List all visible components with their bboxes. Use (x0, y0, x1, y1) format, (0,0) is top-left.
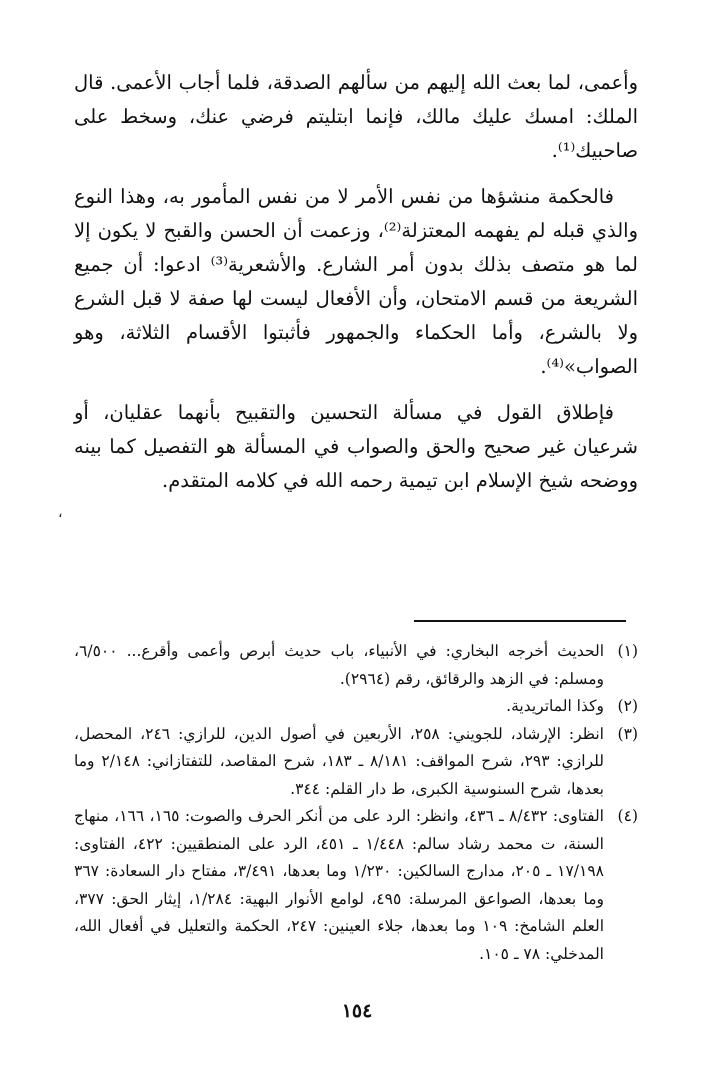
paragraph-3: فإطلاق القول في مسألة التحسين والتقبيح بأنهما عقليان، أو شرعيان غير صحيح والحق والصواب في المسألة هو التفصيل كما بينه ووضحه شيخ الإسلام ابن تيمية رحمه الله في كلامه المتقدم. (74, 401, 638, 492)
footnote-4 (74, 803, 638, 968)
page-number: ١٥٤ (341, 1000, 373, 1022)
stray-mark: ، (58, 505, 63, 521)
footnote-number: (٣) (617, 724, 638, 743)
footnote-divider (414, 620, 626, 622)
footnote-text: وكذا الماتريدية. (506, 697, 604, 715)
footnote-2 (74, 693, 638, 721)
footnote-number: (٢) (617, 697, 638, 715)
footnote-text: انظر: الإرشاد، للجويني: ٢٥٨، الأربعين في أصول الدين، للرازي: ٢٤٦، المحصل، للرازي: ٢٩٣، شرح المواقف: ٨/١٨١ ـ ١٨٣، شرح المقاصد، للتفتازاني: ٢/١٤٨ وما بعدها، شرح السنوسية الكبرى، ط دار القلم: ٣٤٤. (74, 724, 604, 798)
footnotes (74, 638, 638, 968)
footnote-1 (74, 638, 638, 693)
footnote-number: (١) (617, 642, 638, 660)
footnote-text: الفتاوى: ٨/٤٣٢ ـ ٤٣٦، وانظر: الرد على من أنكر الحرف والصوت: ١٦٥، ١٦٦، منهاج السنة، ت محمد رشاد سالم: ١/٤٤٨ ـ ٤٥١، الرد على المنطقيين: ٤٢٢، الفتاوى: ١٧/١٩٨ ـ ٢٠٥، مدارج السالكين: ١/٢٣٠ وما بعدها، ٣/٤٩١، مفتاح دار السعادة: ٣٦٧ وما بعدها، الصواعق المرسلة: ٤٩٥، لوامع الأنوار البهية: ١/٢٨٤، إيثار الحق: ٣٧٧، العلم الشامخ: ١٠٩ وما بعدها، جلاء العينين: ٢٤٧، الحكمة والتعليل في أفعال الله، المدخلي: ٧٨ ـ ١٠٥. (74, 807, 605, 963)
paragraph-2: فالحكمة منشؤها من نفس الأمر لا من نفس المأمور به، وهذا النوع والذي قبله لم يفهمه المعتزلة⁽²⁾، وزعمت أن الحسن والقبح لا يكون إلا لما هو متصف بذلك بدون أمر الشارع. والأشعرية⁽³⁾ ادعوا: أن جميع الشريعة من قسم الامتحان، وأن الأفعال ليست لها صفة لا قبل الشرع ولا بالشرع، وأما الحكماء والجمهور فأثبتوا الأقسام الثلاثة، وهو الصواب»⁽⁴⁾. (74, 185, 639, 378)
footnote-number: (٤) (617, 807, 638, 825)
paragraph-1: وأعمى، لما بعث الله إليهم من سألهم الصدقة، فلما أجاب الأعمى. قال الملك: امسك عليك مالك، فإنما ابتليتم فرضي عنك، وسخط على صاحبيك⁽¹⁾. (74, 71, 638, 162)
footnote-3 (74, 721, 638, 804)
main-text (74, 66, 638, 510)
footnote-text: الحديث أخرجه البخاري: في الأنبياء، باب حديث أبرص وأعمى وأقرع... ٦/٥٠٠، ومسلم: في الزهد والرقائق، رقم (٢٩٦٤). (74, 642, 604, 688)
